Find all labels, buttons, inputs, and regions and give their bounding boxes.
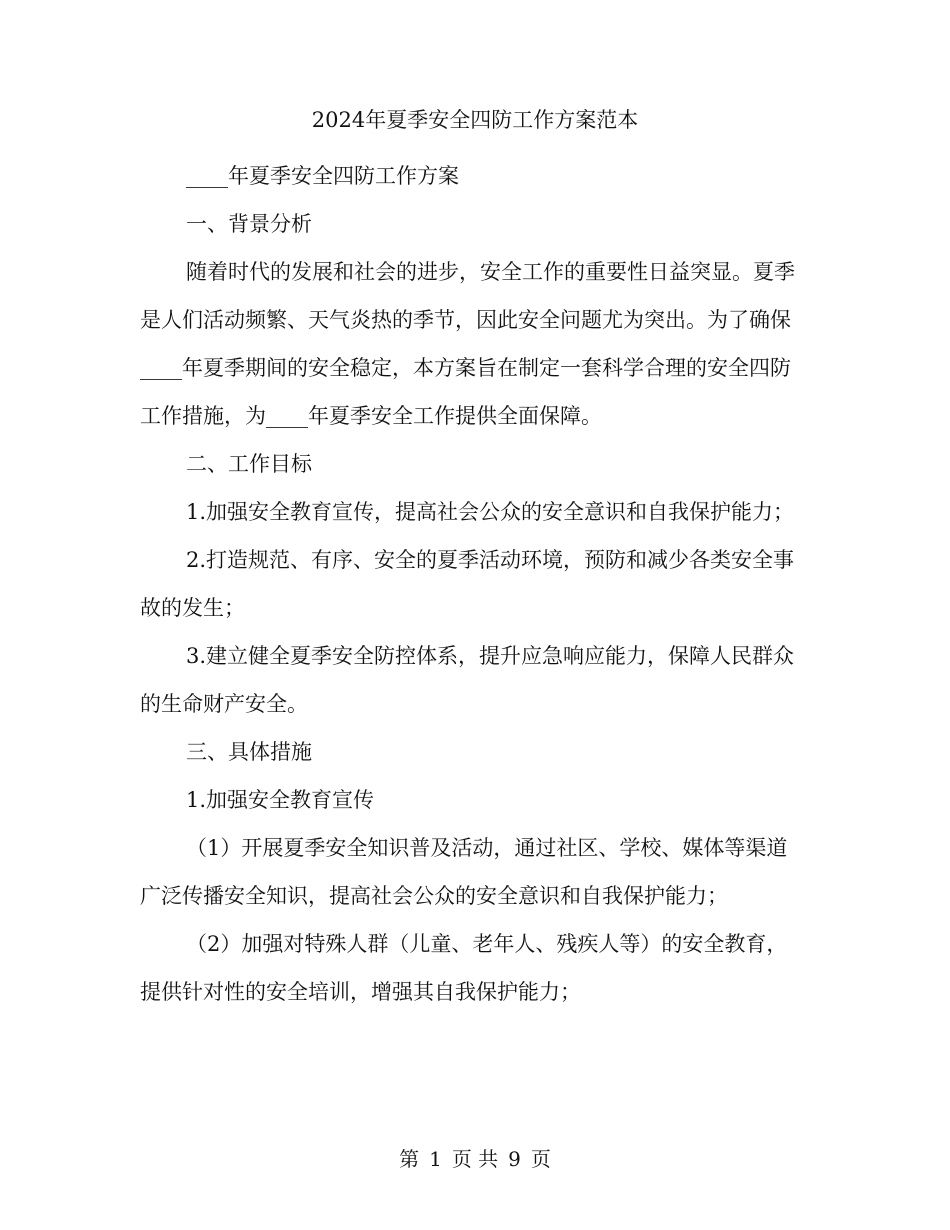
goal-item-1: 1.加强安全教育宣传，提高社会公众的安全意识和自我保护能力；: [186, 500, 795, 524]
section-heading-goals: 二、工作目标: [186, 452, 312, 476]
measure-item-1-1: （1）开展夏季安全知识普及活动，通过社区、学校、媒体等渠道广泛传播安全知识，提高社会公众的安全意识和自我保护能力；: [140, 836, 788, 908]
subtitle-paragraph: ____年夏季安全四防工作方案: [186, 164, 459, 188]
measure-item-1-2: （2）加强对特殊人群（儿童、老年人、残疾人等）的安全教育，提供针对性的安全培训，增强其自我保护能力；: [140, 932, 788, 1004]
document-title: 2024年夏季安全四防工作方案范本: [311, 108, 639, 132]
page-footer: [0, 1146, 950, 1172]
background-paragraph: 随着时代的发展和社会的进步，安全工作的重要性日益突显。夏季是人们活动频繁、天气炎热的季节，因此安全问题尤为突出。为了确保____年夏季期间的安全稳定，本方案旨在制定一套科学合理的安全四防工作措施，为____年夏季安全工作提供全面保障。: [140, 260, 795, 428]
total-pages-number: 9: [508, 1147, 521, 1171]
footer-prefix: 第: [399, 1147, 420, 1171]
footer-mid: 页 共: [451, 1147, 499, 1171]
goal-item-2: 2.打造规范、有序、安全的夏季活动环境，预防和减少各类安全事故的发生；: [140, 548, 795, 620]
current-page-number: 1: [429, 1147, 442, 1171]
document-body: [140, 152, 808, 1016]
footer-suffix: 页: [530, 1147, 551, 1171]
section-heading-measures: 三、具体措施: [186, 740, 312, 764]
measure-heading-1: 1.加强安全教育宣传: [186, 788, 375, 812]
goal-item-3: 3.建立健全夏季安全防控体系，提升应急响应能力，保障人民群众的生命财产安全。: [140, 644, 795, 716]
section-heading-background: 一、背景分析: [186, 212, 312, 236]
